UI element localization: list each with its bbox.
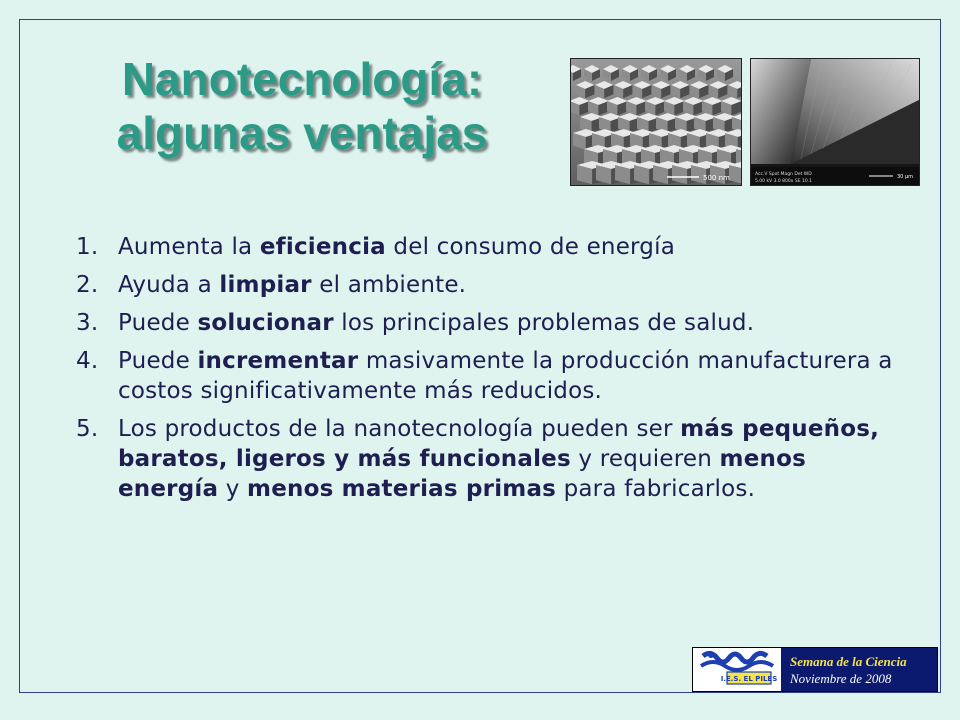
- emphasis-text: menos materias primas: [247, 476, 557, 502]
- school-logo-image: [693, 648, 781, 691]
- list-item: [76, 308, 906, 338]
- sem-groove-image: [750, 58, 920, 186]
- title-line-1: Nanotecnología:: [121, 53, 483, 105]
- body-text: y requieren: [570, 446, 720, 472]
- emphasis-text: solucionar: [197, 310, 334, 336]
- body-text: Ayuda a: [118, 272, 220, 298]
- event-date: Noviembre de 2008: [790, 670, 892, 686]
- list-item-number: 1.: [76, 234, 99, 260]
- body-text: y: [218, 476, 248, 502]
- list-item: [76, 346, 906, 406]
- school-logo-graphic: [693, 648, 781, 691]
- event-logo-text: [782, 648, 937, 691]
- sem-pillars-image: [570, 58, 742, 186]
- body-text: el ambiente.: [311, 272, 467, 298]
- slide-title: [62, 52, 542, 160]
- body-text: Los productos de la nanotecnología pueden ser: [118, 416, 681, 442]
- body-text: los principales problemas de salud.: [333, 310, 755, 336]
- svg-text:I.E.S. EL PILES: I.E.S. EL PILES: [720, 675, 778, 683]
- pillars-graphic: [571, 59, 742, 186]
- svg-text:500 nm: 500 nm: [703, 174, 730, 182]
- list-item-text: [118, 414, 906, 504]
- title-line-2: algunas ventajas: [116, 107, 488, 159]
- svg-text:30 µm: 30 µm: [897, 174, 914, 180]
- list-item-number: 2.: [76, 272, 99, 298]
- svg-text:Acc.V Spot Magn Det WD: Acc.V Spot Magn Det WD: [755, 172, 812, 177]
- event-name: Semana de la Ciencia: [790, 653, 907, 669]
- body-text: masivamente la producción manufacturera a costos significativamente más reducidos.: [118, 348, 893, 404]
- emphasis-text: menos energía: [118, 446, 806, 502]
- list-item: [76, 414, 906, 504]
- svg-text:5.00 kV 3.0 800x SE 10.1: 5.00 kV 3.0 800x SE 10.1: [755, 179, 812, 184]
- list-item-text: [118, 270, 906, 300]
- emphasis-text: eficiencia: [259, 234, 386, 260]
- body-text: del consumo de energía: [385, 234, 675, 260]
- list-item-number: 4.: [76, 348, 99, 374]
- body-text: para fabricarlos.: [556, 476, 756, 502]
- list-item-text: [118, 346, 906, 406]
- emphasis-text: más pequeños, baratos, ligeros y más funcionales: [118, 416, 880, 472]
- list-item: [76, 232, 906, 262]
- body-text: Aumenta la: [118, 234, 260, 260]
- list-item-number: 3.: [76, 310, 99, 336]
- list-item-number: 5.: [76, 416, 99, 442]
- emphasis-text: limpiar: [219, 272, 312, 298]
- advantages-list: [76, 232, 906, 512]
- groove-graphic: [751, 59, 920, 186]
- body-text: Puede: [118, 348, 198, 374]
- list-item: [76, 270, 906, 300]
- list-item-text: [118, 308, 906, 338]
- body-text: Puede: [118, 310, 198, 336]
- emphasis-text: incrementar: [197, 348, 359, 374]
- event-logo: [692, 647, 938, 692]
- list-item-text: [118, 232, 906, 262]
